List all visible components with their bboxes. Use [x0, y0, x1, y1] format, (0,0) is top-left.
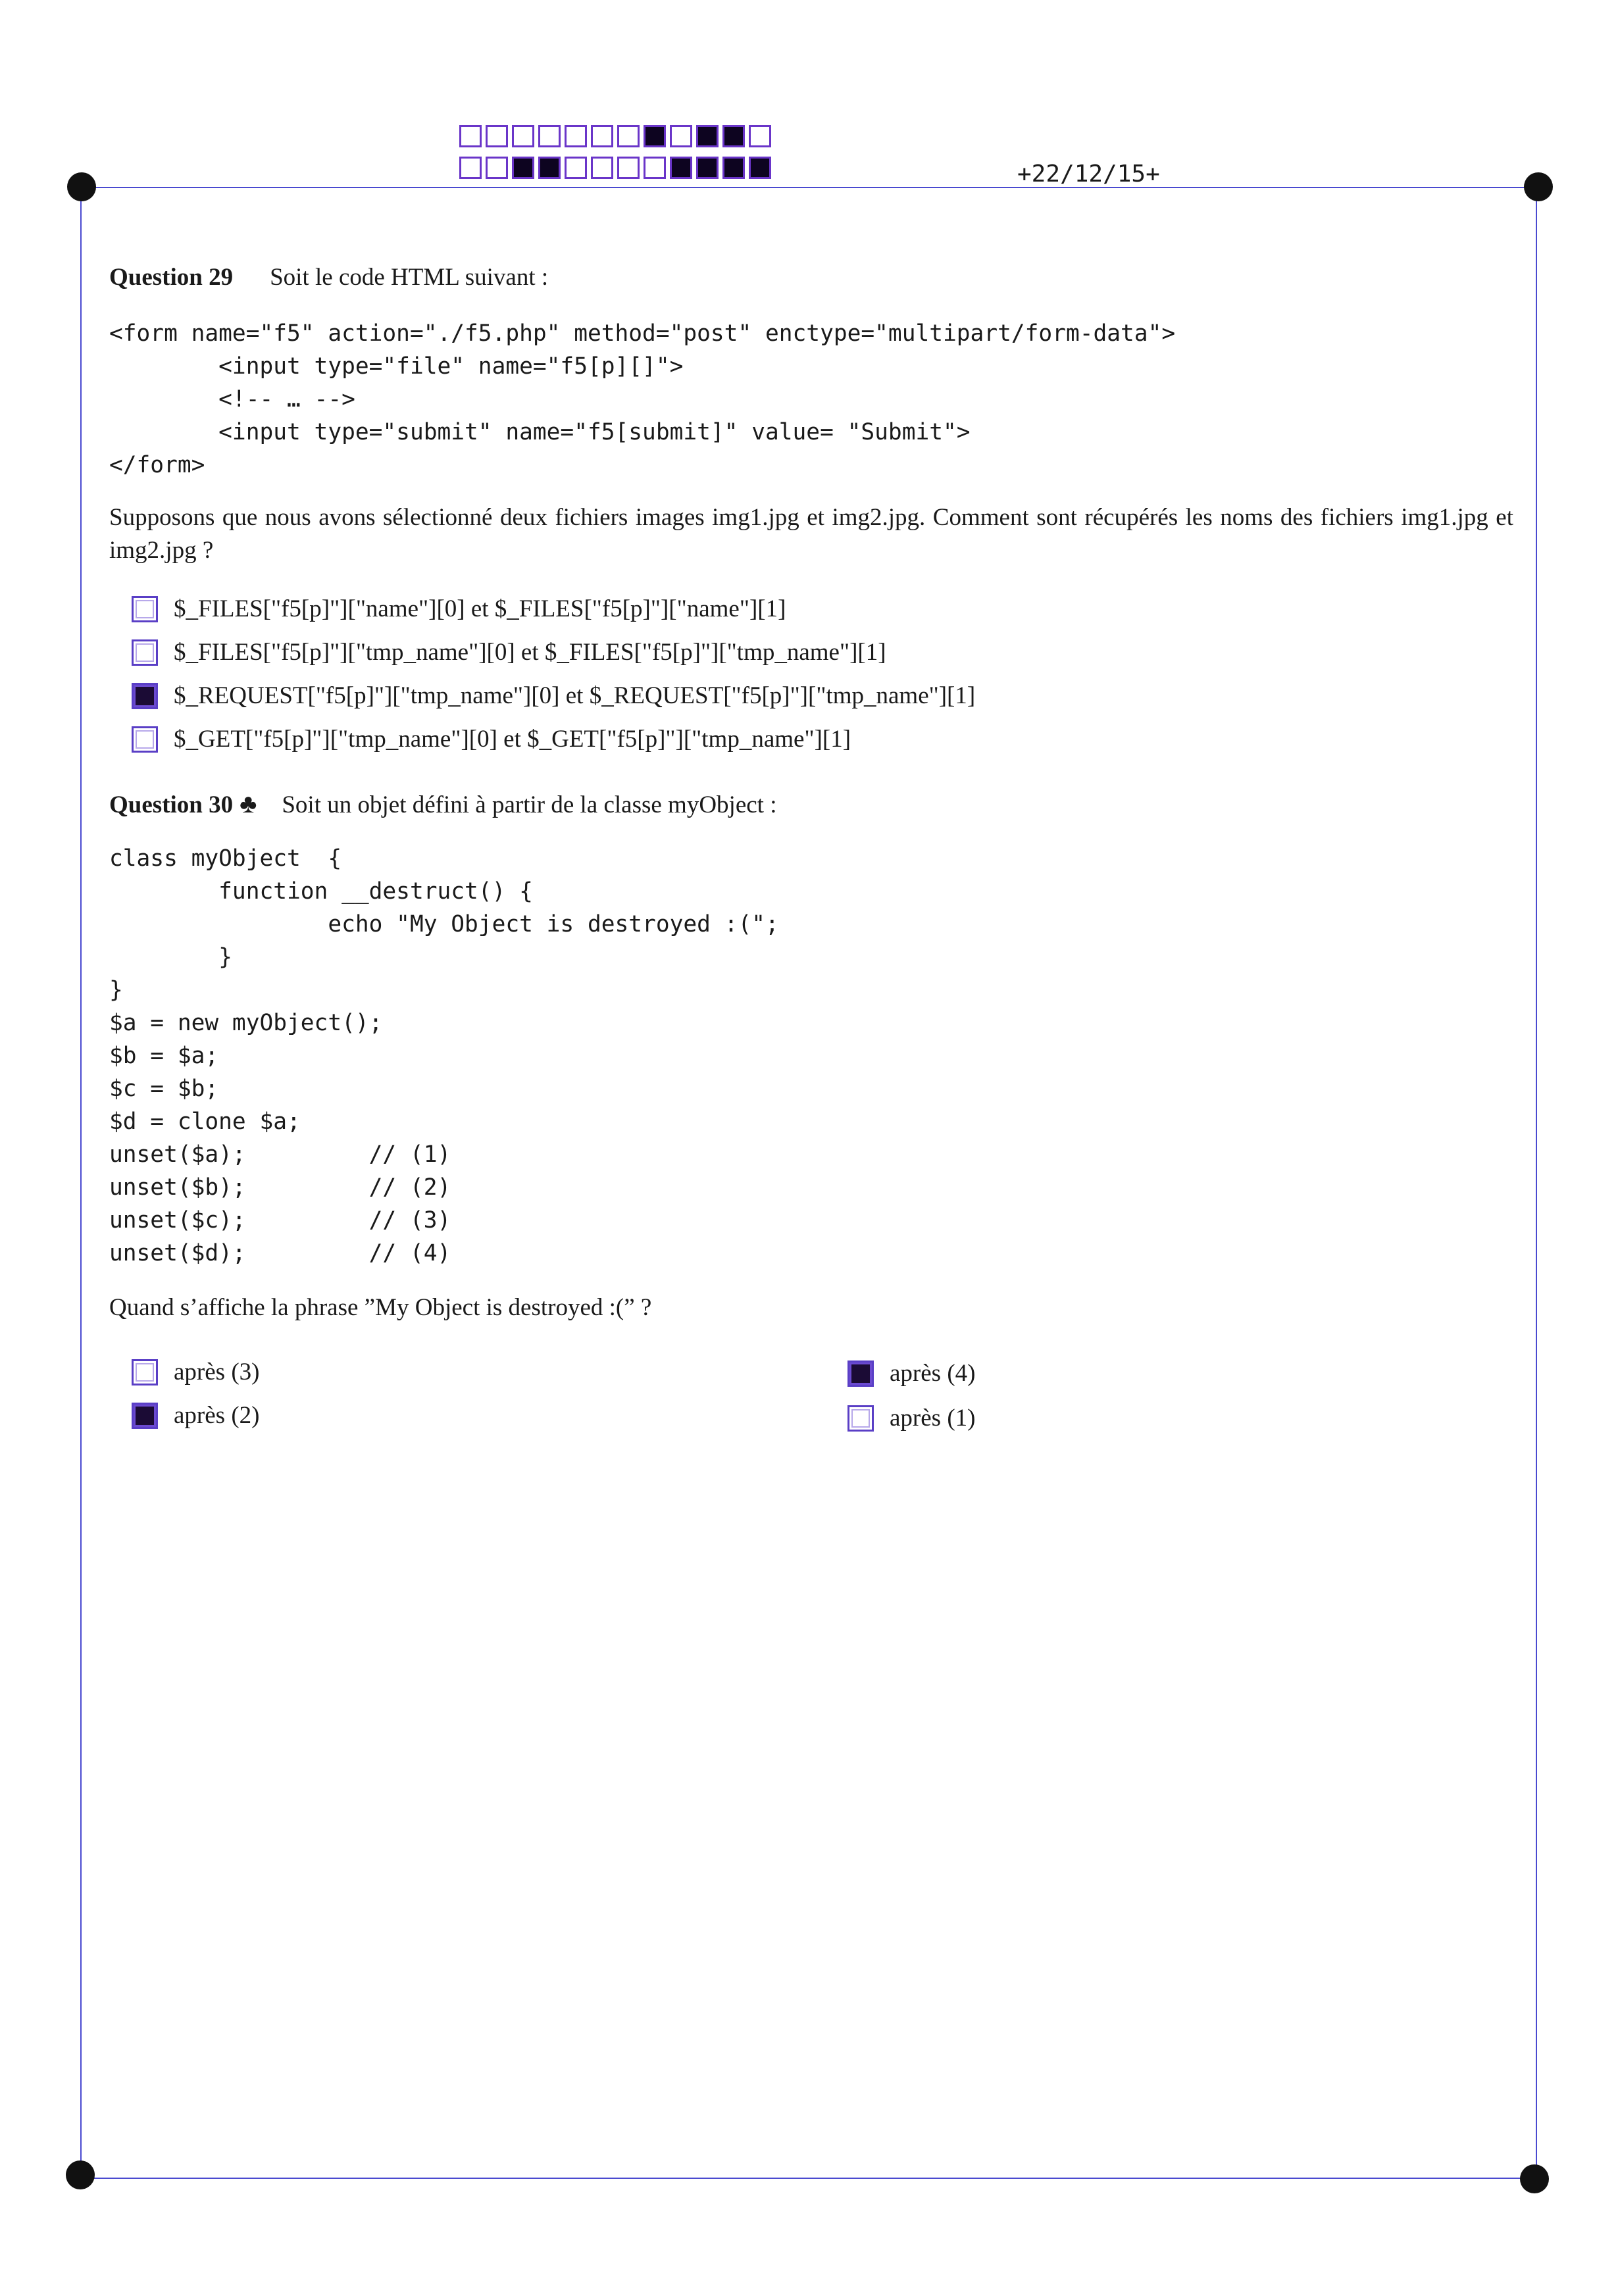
- q30-answer-3[interactable]: [847, 1359, 975, 1387]
- answer-label: $_FILES["f5[p]"]["tmp_name"][0] et $_FILES["f5[p]"]["tmp_name"][1]: [174, 639, 886, 666]
- q29-answer-1[interactable]: [132, 595, 786, 623]
- code-cell-empty: [512, 125, 534, 147]
- question-29-text: Supposons que nous avons sélectionné deux fichiers images img1.jpg et img2.jpg. Comment sont récupérés les noms des fichiers img1.jpg et img2.jpg ?: [109, 504, 1513, 564]
- question-29-code: <form name="f5" action="./f5.php" method="post" enctype="multipart/form-data"> <input type="file" name="f5[p][]"> <!-- … --> <input type="submit" name="f5[submit]" value= "Submit"> </form>: [109, 320, 1176, 478]
- code-cell-empty: [749, 125, 771, 147]
- code-cell-filled: [722, 157, 745, 179]
- code-cell-empty: [538, 125, 561, 147]
- code-cell-empty: [617, 157, 640, 179]
- checkbox-checked[interactable]: [847, 1360, 874, 1387]
- code-cell-filled: [696, 157, 719, 179]
- code-cell-empty: [486, 125, 508, 147]
- club-icon: ♣: [240, 789, 257, 818]
- code-cell-empty: [459, 125, 482, 147]
- code-cell-empty: [644, 157, 666, 179]
- checkbox[interactable]: [847, 1405, 874, 1432]
- answer-label: après (2): [174, 1402, 260, 1429]
- question-prompt: Soit le code HTML suivant :: [270, 264, 549, 291]
- question-prompt: Soit un objet défini à partir de la classe myObject :: [282, 791, 777, 818]
- question-30-code: class myObject { function __destruct() { echo "My Object is destroyed :("; } } $a = new myObject(); $b = $a; $c = $b; $d = clone $a; unset($a); // (1) unset($b); // (2) unset($c); // (3) unset($d); // (4): [109, 845, 779, 1266]
- q30-answer-4[interactable]: [847, 1404, 975, 1432]
- code-cell-filled: [670, 157, 692, 179]
- q30-answer-2[interactable]: [132, 1401, 259, 1430]
- checkbox-checked[interactable]: [132, 1403, 158, 1429]
- code-cell-empty: [617, 125, 640, 147]
- code-cell-empty: [591, 125, 613, 147]
- code-cell-filled: [749, 157, 771, 179]
- answer-label: $_GET["f5[p]"]["tmp_name"][0] et $_GET["f5[p]"]["tmp_name"][1]: [174, 726, 851, 753]
- page-id: +22/12/15+: [1017, 161, 1160, 187]
- checkbox-checked[interactable]: [132, 683, 158, 709]
- code-cell-empty: [565, 157, 587, 179]
- code-cell-filled: [644, 125, 666, 147]
- code-cell-empty: [486, 157, 508, 179]
- page-code-row-1: [459, 125, 775, 147]
- question-29-header: [109, 263, 548, 291]
- corner-mark-bottom-left: [66, 2160, 95, 2189]
- code-cell-empty: [459, 157, 482, 179]
- q29-answer-2[interactable]: [132, 638, 886, 666]
- page-code-row-2: [459, 157, 775, 179]
- checkbox[interactable]: [132, 726, 158, 753]
- answer-label: après (4): [890, 1360, 976, 1387]
- answer-label: $_FILES["f5[p]"]["name"][0] et $_FILES["f5[p]"]["name"][1]: [174, 595, 786, 622]
- checkbox[interactable]: [132, 1359, 158, 1385]
- code-cell-filled: [696, 125, 719, 147]
- code-cell-empty: [565, 125, 587, 147]
- question-30-text: Quand s’affiche la phrase ”My Object is destroyed :(” ?: [109, 1294, 652, 1321]
- answer-label: après (3): [174, 1359, 260, 1385]
- q29-answer-4[interactable]: [132, 725, 851, 753]
- code-cell-empty: [670, 125, 692, 147]
- question-number: Question 29: [109, 264, 234, 291]
- checkbox[interactable]: [132, 639, 158, 666]
- q29-answer-3[interactable]: [132, 682, 975, 710]
- answer-label: après (1): [890, 1405, 976, 1432]
- answer-label: $_REQUEST["f5[p]"]["tmp_name"][0] et $_REQUEST["f5[p]"]["tmp_name"][1]: [174, 682, 976, 709]
- code-cell-filled: [512, 157, 534, 179]
- checkbox[interactable]: [132, 596, 158, 622]
- corner-mark-top-left: [67, 172, 96, 201]
- corner-mark-bottom-right: [1520, 2164, 1549, 2193]
- question-30-header: [109, 788, 776, 819]
- code-cell-empty: [591, 157, 613, 179]
- code-cell-filled: [722, 125, 745, 147]
- corner-mark-top-right: [1524, 172, 1553, 201]
- code-cell-filled: [538, 157, 561, 179]
- q30-answer-1[interactable]: [132, 1358, 259, 1386]
- question-number: Question 30: [109, 791, 234, 818]
